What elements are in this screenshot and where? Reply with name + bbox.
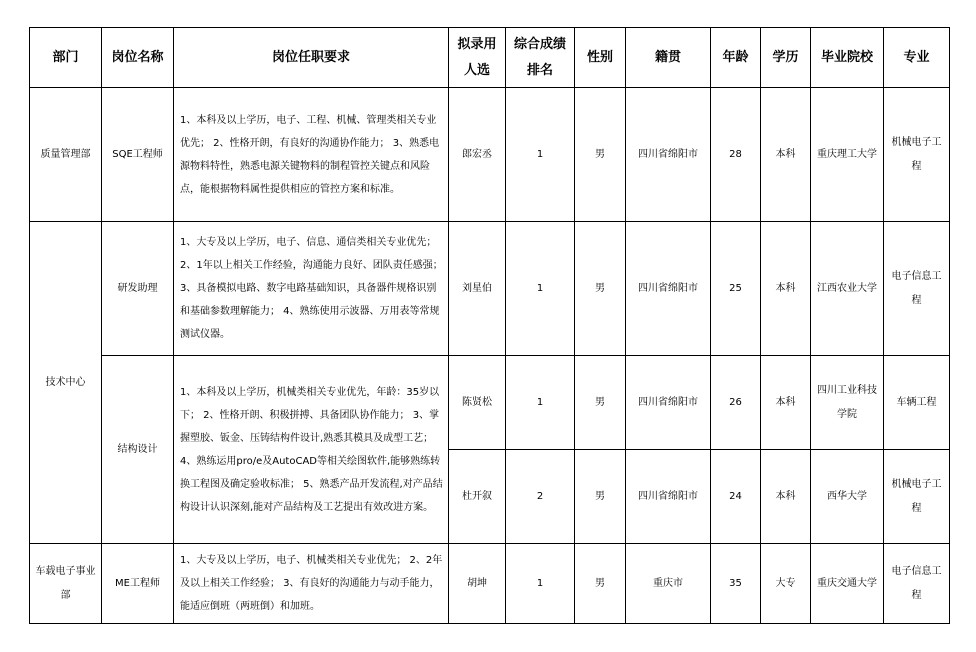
header-rank: 综合成绩排名 [506, 28, 575, 88]
gender-cell: 男 [575, 544, 626, 624]
dept-cell: 技术中心 [30, 222, 102, 544]
table-row [30, 356, 950, 450]
education-cell: 本科 [761, 356, 811, 450]
gender-cell: 男 [575, 88, 626, 222]
requirements-cell [174, 544, 449, 624]
hometown-cell: 重庆市 [626, 544, 711, 624]
school-cell: 江西农业大学 [811, 222, 884, 356]
hiring-table [29, 27, 950, 624]
candidate-cell: 郎宏丞 [449, 88, 506, 222]
requirements-text: 1、本科及以上学历，机械类相关专业优先，年龄：35岁以下； 2、性格开朗、积极拼搏、具备团队协作能力； 3、掌握塑胶、钣金、压铸结构件设计,熟悉其模具及成型工艺； 4、熟练运用pro/e及AutoCAD等相关绘图软件,能够熟练转换工程图及确定验收标准； 5、熟悉产品开发流程,对产品结构设计认识深刻,能对产品结构及工艺提出有效改进方案。 [180, 386, 443, 513]
major-cell: 机械电子工程 [884, 450, 950, 544]
header-requirements: 岗位任职要求 [174, 28, 449, 88]
requirements-text: 1、本科及以上学历，电子、工程、机械、管理类相关专业优先； 2、性格开朗，有良好的沟通协作能力； 3、熟悉电源物料特性，熟悉电源关键物料的制程管控关键点和风险点，能根据物料属性提供相应的管控方案和标准。 [180, 114, 440, 195]
candidate-cell: 胡坤 [449, 544, 506, 624]
gender-cell: 男 [575, 450, 626, 544]
position-cell: SQE工程师 [102, 88, 174, 222]
position-cell: 研发助理 [102, 222, 174, 356]
candidate-cell: 杜开叙 [449, 450, 506, 544]
dept-cell: 质量管理部 [30, 88, 102, 222]
position-cell: 结构设计 [102, 356, 174, 544]
header-school: 毕业院校 [811, 28, 884, 88]
candidate-cell: 陈贤松 [449, 356, 506, 450]
school-cell: 四川工业科技学院 [811, 356, 884, 450]
dept-cell: 车载电子事业部 [30, 544, 102, 624]
gender-cell: 男 [575, 222, 626, 356]
requirements-text: 1、大专及以上学历，电子、机械类相关专业优先； 2、2年及以上相关工作经验； 3、有良好的沟通能力与动手能力，能适应倒班（两班倒）和加班。 [180, 555, 443, 612]
hometown-cell: 四川省绵阳市 [626, 88, 711, 222]
school-cell: 西华大学 [811, 450, 884, 544]
gender-cell: 男 [575, 356, 626, 450]
hometown-cell: 四川省绵阳市 [626, 450, 711, 544]
major-cell: 电子信息工程 [884, 222, 950, 356]
table-row [30, 222, 950, 356]
age-cell: 25 [711, 222, 761, 356]
education-cell: 本科 [761, 88, 811, 222]
table-row [30, 544, 950, 624]
age-cell: 35 [711, 544, 761, 624]
header-age: 年龄 [711, 28, 761, 88]
major-cell: 电子信息工程 [884, 544, 950, 624]
requirements-cell [174, 356, 449, 544]
age-cell: 26 [711, 356, 761, 450]
major-cell: 车辆工程 [884, 356, 950, 450]
rank-cell: 1 [506, 88, 575, 222]
position-cell: ME工程师 [102, 544, 174, 624]
header-gender: 性别 [575, 28, 626, 88]
rank-cell: 1 [506, 544, 575, 624]
table-row [30, 88, 950, 222]
header-major: 专业 [884, 28, 950, 88]
school-cell: 重庆理工大学 [811, 88, 884, 222]
requirements-cell [174, 222, 449, 356]
major-cell: 机械电子工程 [884, 88, 950, 222]
header-position: 岗位名称 [102, 28, 174, 88]
header-candidate: 拟录用人选 [449, 28, 506, 88]
header-education: 学历 [761, 28, 811, 88]
hometown-cell: 四川省绵阳市 [626, 222, 711, 356]
age-cell: 28 [711, 88, 761, 222]
education-cell: 本科 [761, 222, 811, 356]
rank-cell: 2 [506, 450, 575, 544]
age-cell: 24 [711, 450, 761, 544]
requirements-text: 1、大专及以上学历，电子、信息、通信类相关专业优先； 2、1年以上相关工作经验，沟通能力良好、团队责任感强； 3、具备模拟电路、数字电路基础知识，具备器件规格识别和基础参数理解能力； 4、熟练使用示波器、万用表等常规测试仪器。 [180, 237, 443, 340]
candidate-cell: 刘星伯 [449, 222, 506, 356]
education-cell: 本科 [761, 450, 811, 544]
header-dept: 部门 [30, 28, 102, 88]
header-hometown: 籍贯 [626, 28, 711, 88]
school-cell: 重庆交通大学 [811, 544, 884, 624]
header-row [30, 28, 950, 88]
rank-cell: 1 [506, 222, 575, 356]
education-cell: 大专 [761, 544, 811, 624]
requirements-cell [174, 88, 449, 222]
rank-cell: 1 [506, 356, 575, 450]
hometown-cell: 四川省绵阳市 [626, 356, 711, 450]
